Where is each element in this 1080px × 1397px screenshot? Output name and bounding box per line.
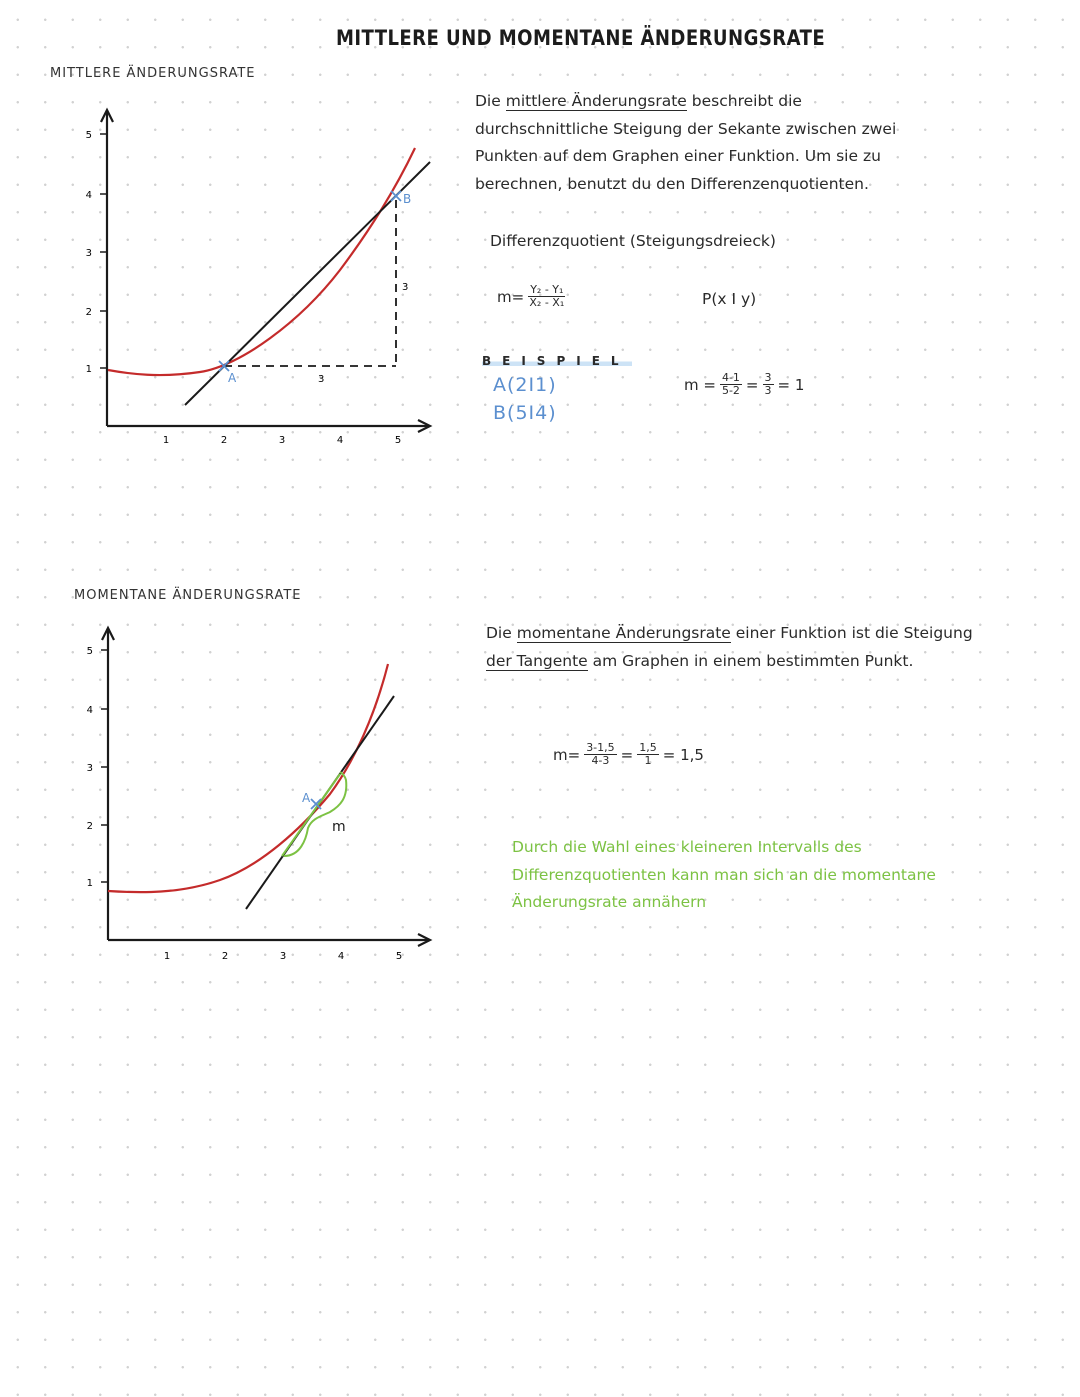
x-tick-label: 1 (163, 951, 171, 962)
example-point-a: A(2I1) (493, 374, 557, 396)
example-point-b: B(5I4) (493, 402, 557, 424)
page-title: MITTLERE UND MOMENTANE ÄNDERUNGSRATE (336, 26, 826, 50)
text-fragment: einer Funktion ist die Steigung (730, 624, 973, 642)
section-heading-momentane: MOMENTANE ÄNDERUNGSRATE (74, 588, 302, 603)
y-tick-label: 5 (85, 130, 92, 141)
secant-line (282, 774, 340, 856)
formula-m: m = (684, 375, 716, 394)
fraction-denominator: 4-3 (591, 754, 610, 767)
fraction (584, 742, 616, 767)
y-tick-label: 1 (86, 878, 93, 889)
x-tick-label: 2 (221, 951, 229, 962)
x-tick-label: 4 (336, 435, 344, 446)
x-tick-label: 2 (220, 435, 228, 446)
fraction-numerator: 3 (764, 371, 772, 384)
text-line: Durch die Wahl eines kleineren Intervalls des (512, 838, 862, 856)
formula-equals: = (620, 745, 634, 764)
fraction-denominator: 5-2 (721, 384, 740, 397)
text-line: Punkten auf dem Graphen einer Funktion. Um sie zu (475, 147, 881, 165)
fraction (637, 742, 659, 767)
fraction-denominator: 3 (764, 384, 772, 397)
fraction-denominator: 1 (644, 754, 652, 767)
y-tick-label: 2 (86, 821, 93, 832)
y-tick-label: 1 (85, 364, 92, 375)
text-fragment: Die (475, 92, 506, 110)
underlined-term: momentane Änderungsrate (516, 624, 731, 642)
section-heading-mittlere: MITTLERE ÄNDERUNGSRATE (50, 66, 256, 81)
beispiel-label: BEISPIEL (482, 354, 630, 368)
formula-result: = 1 (777, 375, 805, 394)
slope-label: m (332, 819, 346, 835)
fraction-numerator: 3-1,5 (586, 741, 615, 754)
y-tick-label: 4 (86, 705, 93, 716)
text-line: durchschnittliche Steigung der Sekante zwischen zwei (475, 119, 897, 138)
y-ticks (87, 646, 108, 889)
triangle-dx-label: 3 (318, 374, 325, 385)
fraction-numerator: 1,5 (639, 741, 657, 754)
function-curve (108, 148, 415, 375)
text-line: Differenzquotienten kann man sich an die momentane (512, 865, 936, 884)
text-fragment: beschreibt die (686, 92, 802, 110)
graph-momentane (0, 620, 450, 980)
x-tick-label: 3 (279, 951, 287, 962)
x-tick-label: 3 (278, 435, 286, 446)
momentane-description (486, 620, 973, 675)
y-tick-label: 3 (86, 763, 93, 774)
x-tick-label: 4 (337, 951, 345, 962)
text-line: berechnen, benutzt du den Differenzenquotienten. (475, 174, 869, 193)
momentane-formula (553, 742, 704, 767)
text-fragment: am Graphen in einem bestimmten Punkt. (587, 651, 914, 670)
x-ticks (163, 435, 401, 446)
text-fragment: Die (486, 624, 517, 642)
point-a-label: A (228, 371, 237, 385)
y-tick-label: 5 (86, 646, 93, 657)
fraction-denominator: X₂ - X₁ (529, 296, 565, 309)
x-tick-label: 1 (162, 435, 170, 446)
fraction (763, 372, 774, 397)
fraction-numerator: Y₂ - Y₁ (530, 283, 564, 296)
y-tick-label: 3 (85, 248, 92, 259)
example-formula (684, 372, 804, 397)
triangle-dy-label: 3 (402, 282, 409, 293)
point-a-label: A (302, 791, 311, 805)
underlined-term: mittlere Änderungsrate (505, 92, 687, 110)
point-b-marker (391, 191, 401, 201)
differenzquotient-title: Differenzquotient (Steigungsdreieck) (490, 232, 776, 250)
x-tick-label: 5 (395, 951, 403, 962)
formula-m: m= (497, 287, 525, 306)
difference-quotient-formula (497, 284, 565, 309)
approximation-note (512, 834, 936, 917)
fraction (528, 284, 565, 309)
y-tick-label: 4 (85, 190, 92, 201)
y-ticks (86, 130, 107, 375)
fraction-numerator: 4-1 (721, 371, 740, 384)
x-tick-label: 5 (394, 435, 402, 446)
point-notation: P(x I y) (702, 290, 757, 308)
underlined-term: der Tangente (486, 651, 588, 670)
graph-mittlere (0, 100, 450, 460)
formula-m: m= (553, 745, 581, 764)
formula-result: = 1,5 (662, 745, 704, 764)
x-ticks (164, 951, 402, 962)
text-line: Änderungsrate annähern (512, 893, 707, 911)
y-tick-label: 2 (85, 307, 92, 318)
mittlere-description (475, 88, 896, 198)
formula-equals: = (745, 375, 759, 394)
point-b-label: B (403, 192, 412, 206)
fraction (720, 372, 742, 397)
